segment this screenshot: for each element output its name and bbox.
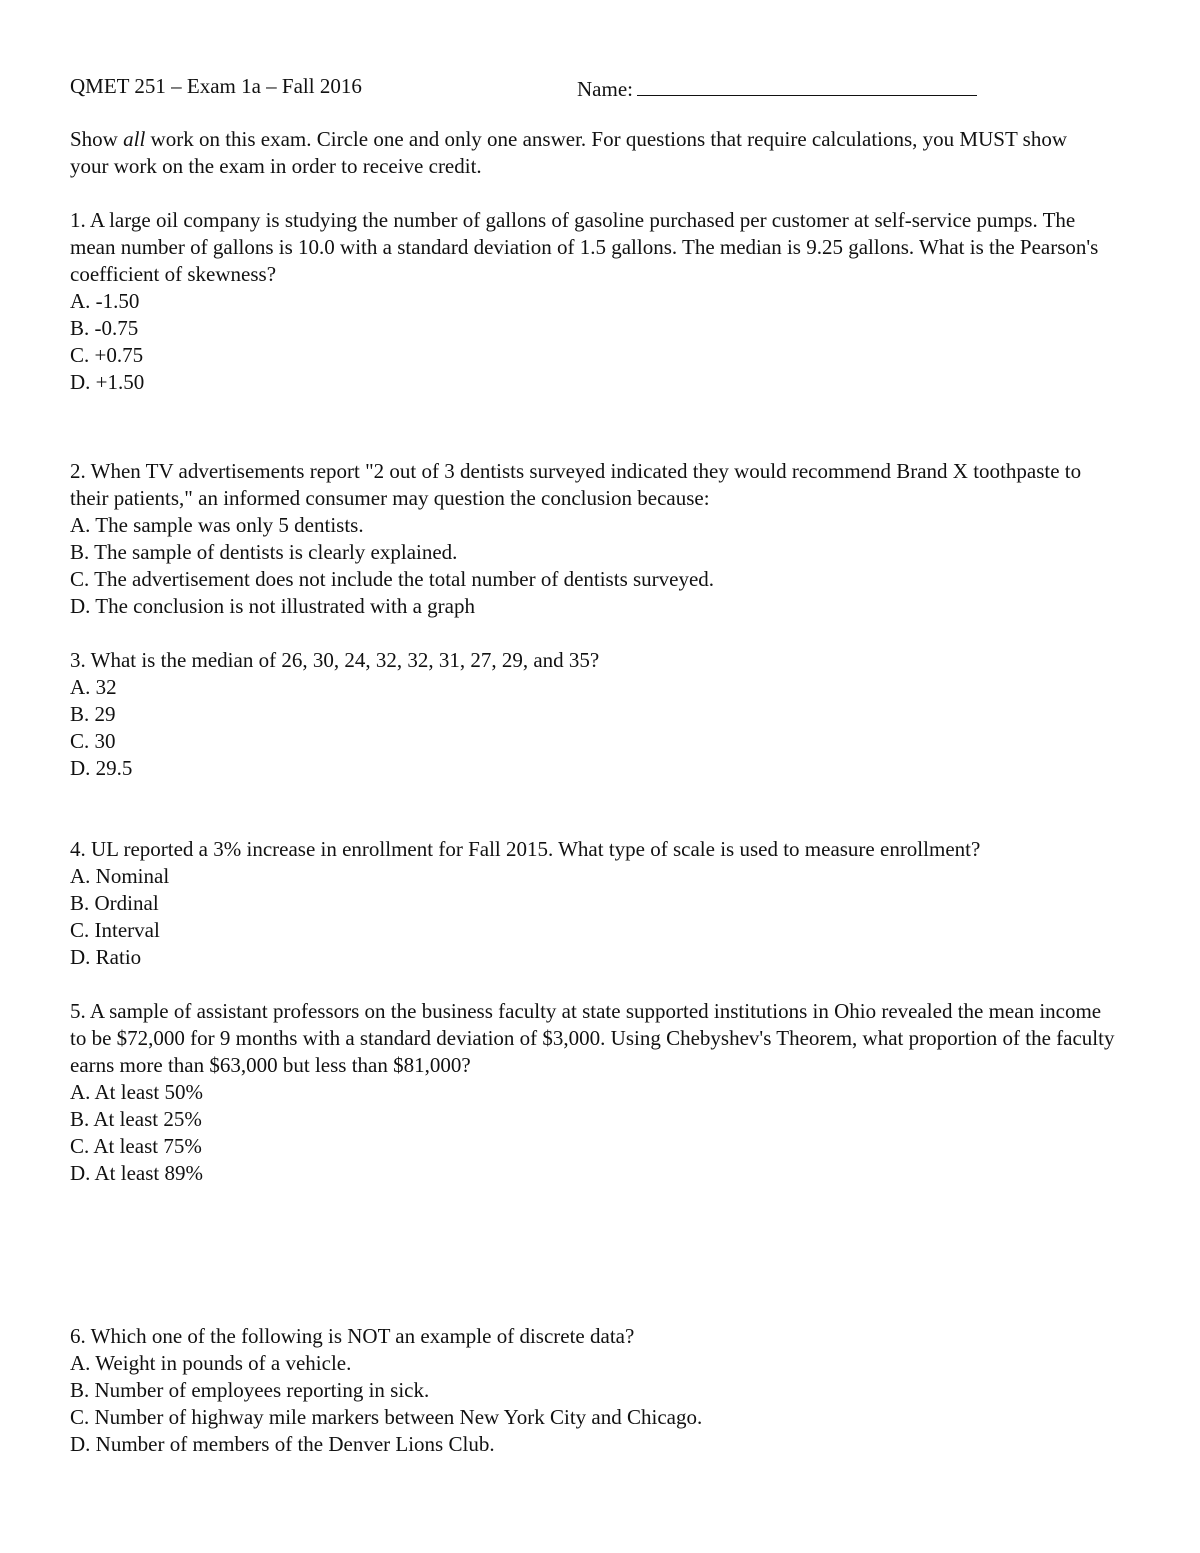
question-6 xyxy=(70,1323,1120,1458)
answer-option-c[interactable]: C. Interval xyxy=(70,918,160,942)
answer-option-c[interactable]: C. +0.75 xyxy=(70,343,144,367)
answer-option-a[interactable]: A. Nominal xyxy=(70,864,170,888)
answer-option-b[interactable]: B. -0.75 xyxy=(70,316,139,340)
instructions-post: work on this exam. Circle one and only one answer. For questions that require calculations, you MUST show your work on the exam in order to receive credit. xyxy=(70,127,1067,178)
instructions xyxy=(70,126,1110,180)
question-text: 2. When TV advertisements report "2 out of 3 dentists surveyed indicated they would recommend Brand X toothpaste to their patients," an informed consumer may question the conclusion because: xyxy=(70,459,1082,510)
name-label: Name: xyxy=(577,77,633,101)
answer-option-a[interactable]: A. The sample was only 5 dentists. xyxy=(70,513,364,537)
exam-header xyxy=(70,73,1130,103)
question-4 xyxy=(70,836,1120,971)
question-text: 4. UL reported a 3% increase in enrollment for Fall 2015. What type of scale is used to measure enrollment? xyxy=(70,837,981,861)
question-3 xyxy=(70,647,1120,782)
question-1 xyxy=(70,207,1120,396)
instructions-emphasis: all xyxy=(123,127,146,151)
answer-option-a[interactable]: A. 32 xyxy=(70,675,117,699)
answer-option-d[interactable]: D. At least 89% xyxy=(70,1161,203,1185)
answer-option-c[interactable]: C. The advertisement does not include the total number of dentists surveyed. xyxy=(70,567,715,591)
question-5 xyxy=(70,998,1120,1187)
exam-title: QMET 251 – Exam 1a – Fall 2016 xyxy=(70,74,362,98)
answer-option-d[interactable]: D. The conclusion is not illustrated with a graph xyxy=(70,594,475,618)
answer-option-a[interactable]: A. Weight in pounds of a vehicle. xyxy=(70,1351,352,1375)
answer-option-c[interactable]: C. Number of highway mile markers between New York City and Chicago. xyxy=(70,1405,703,1429)
question-text: 5. A sample of assistant professors on the business faculty at state supported institutions in Ohio revealed the mean income to be $72,000 for 9 months with a standard deviation of $3,000. Using Chebyshev's Theorem, what proportion of the faculty earns more than $63,000 but less than $81,000? xyxy=(70,999,1115,1077)
answer-option-d[interactable]: D. Ratio xyxy=(70,945,142,969)
answer-option-d[interactable]: D. Number of members of the Denver Lions Club. xyxy=(70,1432,495,1456)
question-text: 3. What is the median of 26, 30, 24, 32, 32, 31, 27, 29, and 35? xyxy=(70,648,600,672)
answer-option-d[interactable]: D. +1.50 xyxy=(70,370,145,394)
answer-option-c[interactable]: C. 30 xyxy=(70,729,116,753)
answer-option-b[interactable]: B. Number of employees reporting in sick. xyxy=(70,1378,430,1402)
answer-option-a[interactable]: A. At least 50% xyxy=(70,1080,203,1104)
question-text: 6. Which one of the following is NOT an example of discrete data? xyxy=(70,1324,635,1348)
instructions-pre: Show xyxy=(70,127,124,151)
question-text: 1. A large oil company is studying the number of gallons of gasoline purchased per customer at self-service pumps. The mean number of gallons is 10.0 with a standard deviation of 1.5 gallons. The median is 9.25 gallons. What is the Pearson's coefficient of skewness? xyxy=(70,208,1099,286)
question-2 xyxy=(70,458,1120,620)
answer-option-b[interactable]: B. Ordinal xyxy=(70,891,159,915)
name-blank-line[interactable] xyxy=(637,73,977,96)
answer-option-b[interactable]: B. 29 xyxy=(70,702,116,726)
answer-option-d[interactable]: D. 29.5 xyxy=(70,756,133,780)
answer-option-a[interactable]: A. -1.50 xyxy=(70,289,140,313)
answer-option-b[interactable]: B. The sample of dentists is clearly explained. xyxy=(70,540,458,564)
name-field xyxy=(577,73,977,103)
answer-option-b[interactable]: B. At least 25% xyxy=(70,1107,202,1131)
answer-option-c[interactable]: C. At least 75% xyxy=(70,1134,202,1158)
